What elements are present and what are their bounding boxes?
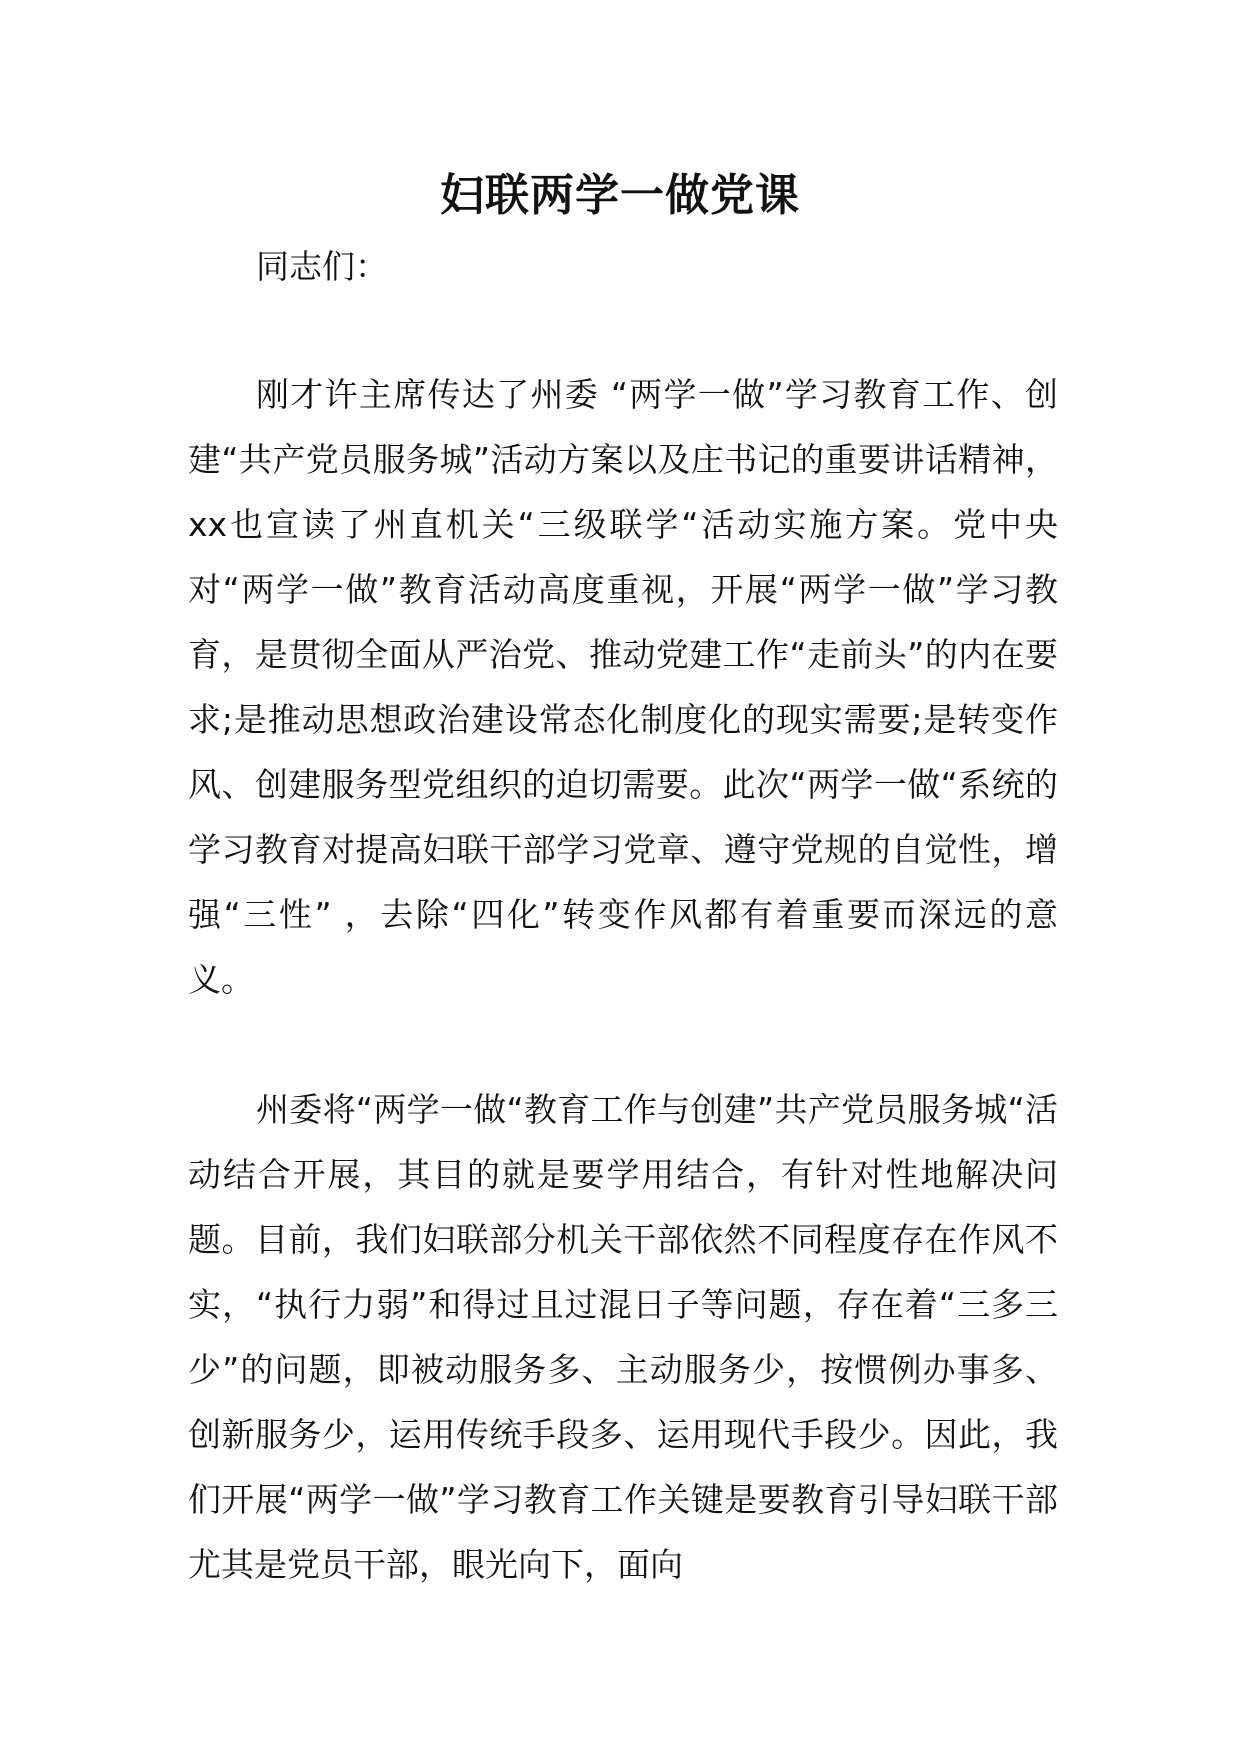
paragraph-2: 州委将“两学一做“教育工作与创建”共产党员服务城“活动结合开展，其目的就是要学用结合，有针对性地解决问题。目前，我们妇联部分机关干部依然不同程度存在作风不实，“执行力弱”和得过且过混日子等问题，存在着“三多三少”的问题，即被动服务多、主动服务少，按惯例办事多、创新服务少，运用传统手段多、运用现代手段少。因此，我们开展“两学一做”学习教育工作关键是要教育引导妇联干部尤其是党员干部，眼光向下，面向 [188, 1090, 1058, 1584]
greeting-line: 同志们： [256, 247, 388, 286]
paragraph-1: 刚才许主席传达了州委 “两学一做”学习教育工作、创建“共产党员服务城”活动方案以及庄书记的重要讲话精神，xx也宣读了州直机关“三级联学“活动实施方案。党中央对“两学一做”教育活动高度重视，开展“两学一做”学习教育，是贯彻全面从严治党、推动党建工作“走前头”的内在要求;是推动思想政治建设常态化制度化的现实需要;是转变作风、创建服务型党组织的迫切需要。此次“两学一做“系统的学习教育对提高妇联干部学习党章、遵守党规的自觉性，增强“三性” ，去除“四化”转变作风都有着重要而深远的意义。 [188, 375, 1058, 999]
document-title: 妇联两学一做党课 [440, 170, 800, 221]
